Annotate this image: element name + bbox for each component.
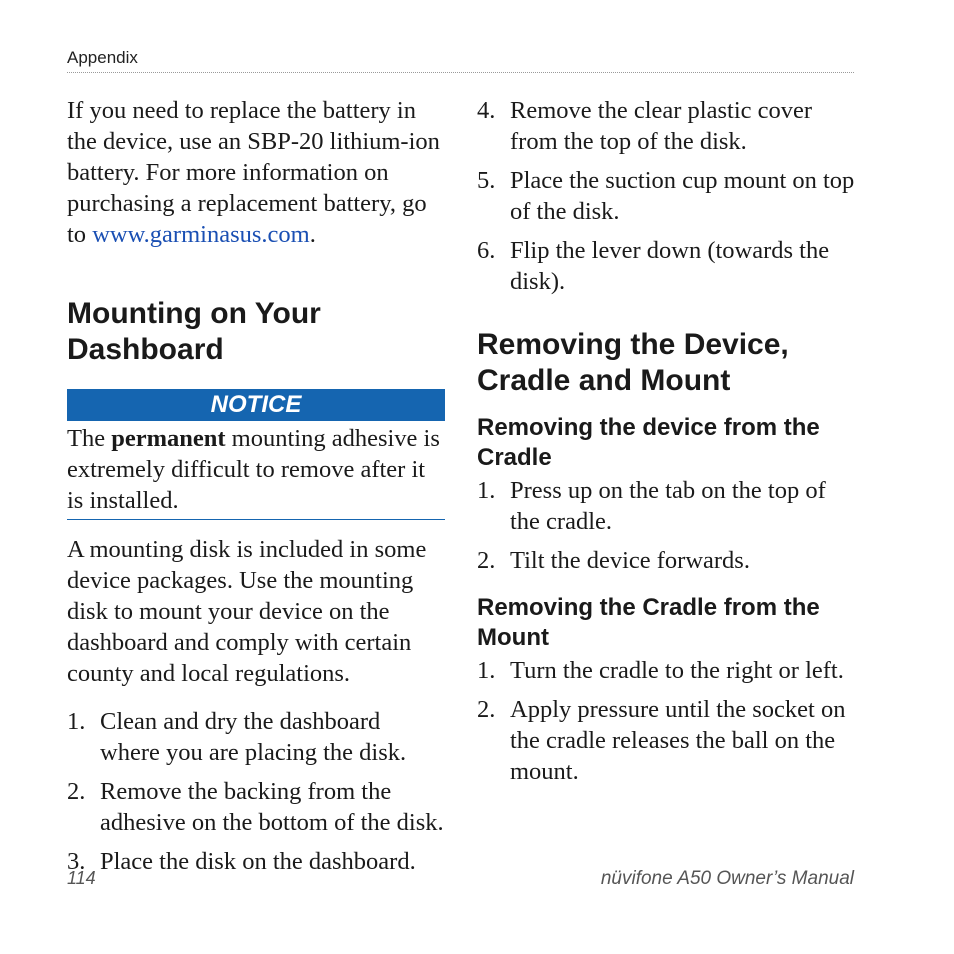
step-text: Flip the lever down (towards the disk). (510, 237, 830, 295)
remove-device-subheading: Removing the device from the Cradle (477, 414, 820, 471)
mounting-steps-continued-list (477, 95, 857, 297)
remove-device-steps-list (477, 475, 857, 576)
notice-after-bold: mounting adhesive is extremely difficult to remove after it is installed. (67, 425, 440, 514)
step-text: Remove the clear plastic cover from the top of the disk. (510, 97, 813, 155)
list-item (477, 475, 857, 537)
step-number: 1. (67, 708, 86, 735)
step-text: Remove the backing from the adhesive on the bottom of the disk. (100, 778, 444, 836)
mounting-steps-list (67, 706, 445, 877)
notice-content (67, 421, 445, 520)
left-column (67, 95, 445, 877)
list-item (67, 706, 445, 768)
disk-paragraph: A mounting disk is included in some device packages. Use the mounting disk to mount your device on the dashboard and comply with certain county and local regulations. (67, 536, 427, 687)
list-item (477, 235, 857, 297)
step-number: 2. (67, 778, 86, 805)
notice-bold-word: permanent (111, 425, 226, 452)
step-number: 6. (477, 237, 496, 264)
notice-before-bold: The (67, 425, 106, 452)
running-header: Appendix (67, 48, 138, 67)
list-item (477, 655, 857, 686)
list-item (477, 95, 857, 157)
step-number: 5. (477, 167, 496, 194)
notice-block (67, 389, 445, 520)
step-number: 4. (477, 97, 496, 124)
step-number: 1. (477, 657, 496, 684)
battery-paragraph (67, 95, 445, 250)
step-text: Clean and dry the dashboard where you are placing the disk. (100, 708, 407, 766)
step-text: Apply pressure until the socket on the cradle releases the ball on the mount. (510, 696, 846, 785)
step-text: Press up on the tab on the top of the cradle. (510, 477, 826, 535)
step-number: 2. (477, 547, 496, 574)
mounting-heading: Mounting on Your Dashboard (67, 297, 321, 366)
removing-heading: Removing the Device, Cradle and Mount (477, 328, 789, 397)
step-text: Place the suction cup mount on top of the disk. (510, 167, 855, 225)
notice-text (67, 423, 445, 516)
right-column (477, 95, 857, 787)
list-item (477, 694, 857, 787)
step-text: Place the disk on the dashboard. (100, 848, 416, 875)
list-item (477, 165, 857, 227)
battery-period: . (309, 221, 316, 248)
list-item (67, 846, 445, 877)
manual-title: nüvifone A50 Owner’s Manual (600, 868, 854, 889)
step-number: 1. (477, 477, 496, 504)
page-number: 114 (67, 868, 96, 888)
notice-label: NOTICE (67, 389, 445, 421)
list-item (477, 545, 857, 576)
step-number: 2. (477, 696, 496, 723)
remove-cradle-steps-list (477, 655, 857, 787)
step-text: Turn the cradle to the right or left. (510, 657, 844, 684)
header-divider (67, 72, 854, 73)
remove-cradle-subheading: Removing the Cradle from the Mount (477, 594, 820, 651)
list-item (67, 776, 445, 838)
battery-text: If you need to replace the battery in the device, use an SBP-20 lithium-ion battery. For more information on purchasing a replacement battery, go to (67, 97, 440, 248)
step-text: Tilt the device forwards. (510, 547, 750, 574)
step-number: 3. (67, 848, 86, 875)
garmin-link[interactable]: www.garminasus.com (92, 221, 310, 248)
